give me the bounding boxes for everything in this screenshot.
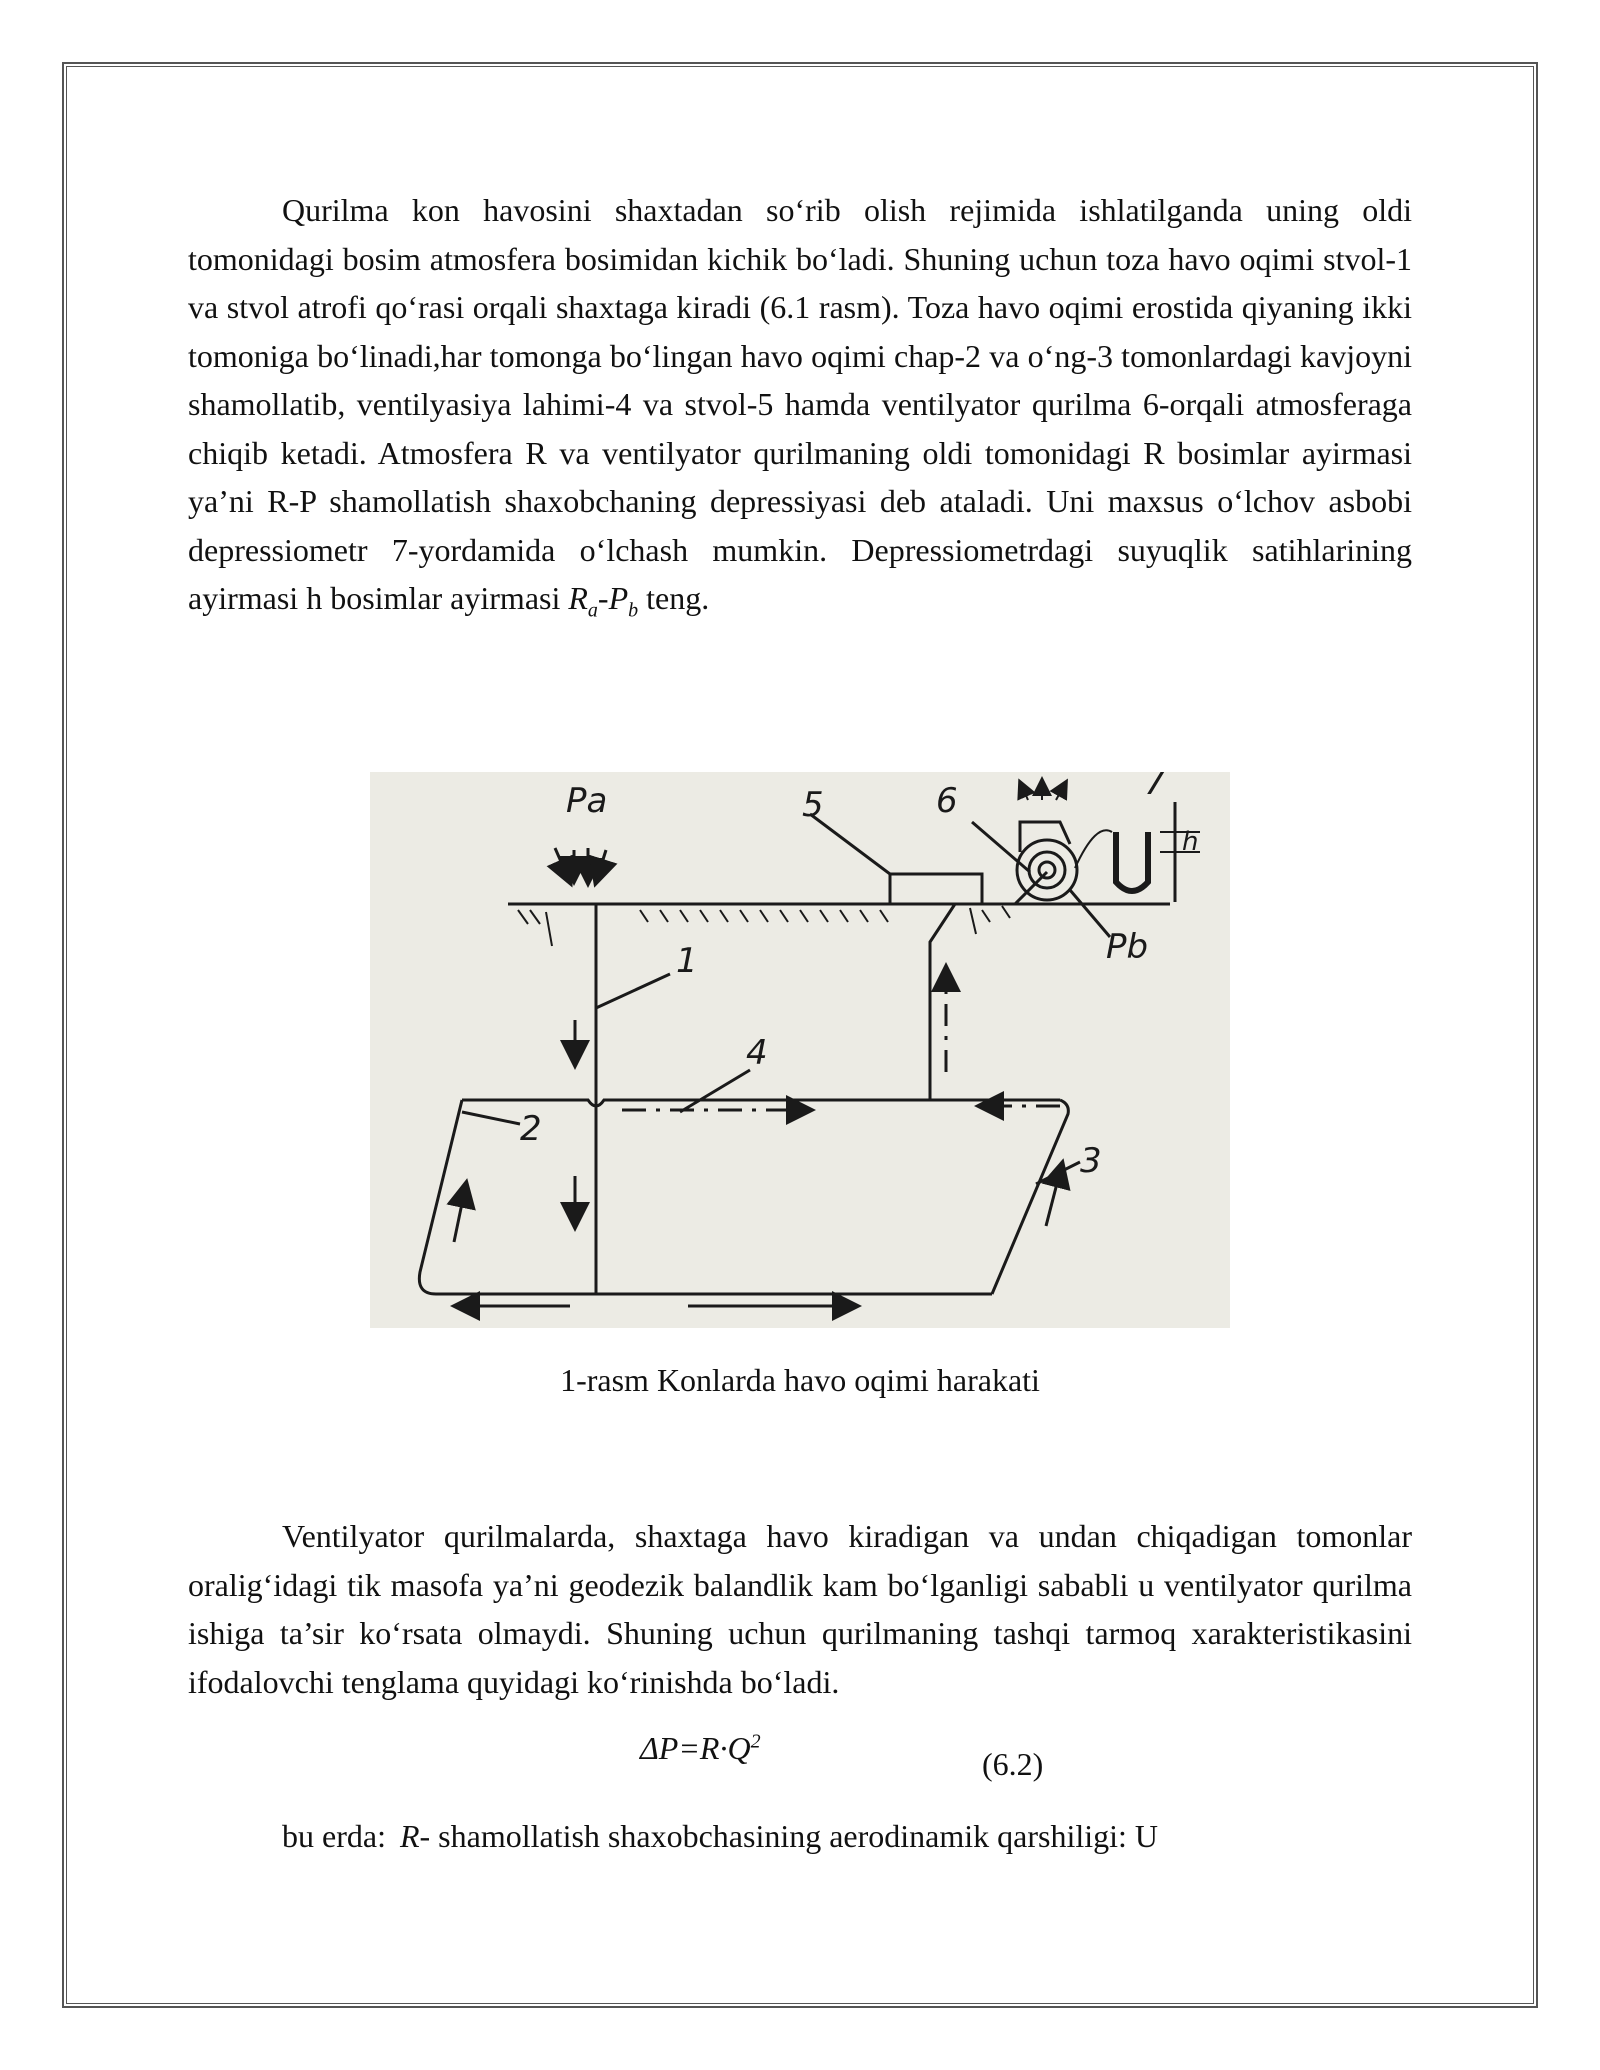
pressure-subscript-a: a: [587, 599, 598, 622]
formula-exponent: 2: [750, 1730, 761, 1753]
where-text: - shamollatish shaxobchasining aerodinamik qarshiligi: U: [419, 1818, 1159, 1854]
label-4: 4: [746, 1033, 768, 1073]
mine-ventilation-figure: [370, 772, 1230, 1328]
label-6: 6: [936, 781, 958, 821]
label-1: 1: [676, 941, 698, 981]
where-symbol: R: [399, 1818, 420, 1854]
label-3: 3: [1080, 1141, 1102, 1181]
paragraph-2: Ventilyator qurilmalarda, shaxtaga havo kiradigan va undan chiqadigan tomonlar oralig‘idagi tik masofa ya’ni geodezik balandlik kam bo‘lganligi sababli u ventilyator qurilma ishiga ta’sir ko‘rsata olmaydi. Shuning uchun qurilmaning tashqi tarmoq xarakteristikasini ifodalovchi tenglama quyidagi ko‘rinishda bo‘ladi.: [188, 1518, 1412, 1700]
paragraph-1-text: Qurilma kon havosini shaxtadan so‘rib olish rejimida ishlatilganda uning oldi tomonidagi bosim atmosfera bosimidan kichik bo‘ladi. Shuning uchun toza havo oqimi stvol-1 va stvol atrofi qo‘rasi orqali shaxtaga kiradi (6.1 rasm). Toza havo oqimi erostida qiyaning ikki tomoniga bo‘linadi,har tomonga bo‘lingan havo oqimi chap-2 va o‘ng-3 tomonlardagi kavjoyni shamollatib, ventilyasiya lahimi-4 va stvol-5 hamda ventilyator qurilma 6-orqali atmosferaga chiqib ketadi. Atmosfera R va ventilyator qurilmaning oldi tomonidagi R bosimlar ayirmasi ya’ni R-P shamollatish shaxobchaning depressiyasi deb ataladi. Uni maxsus o‘lchov asbobi depressiometr 7-yordamida o‘lchash mumkin. Depressiometrdagi suyuqlik satihlarining ayirmasi h bosimlar ayirmasi: [188, 192, 1412, 616]
face-2-and-bottom-drift: [419, 1100, 992, 1294]
paragraph-1: [188, 186, 1412, 635]
label-2: 2: [520, 1109, 542, 1149]
formula-text: ΔP=R·Q: [640, 1730, 751, 1766]
where-line: [282, 1818, 1158, 1855]
paragraph-1-ending: teng.: [638, 580, 710, 616]
label-h: h: [1182, 827, 1199, 857]
pressure-symbol-p: P: [608, 580, 629, 616]
figure-caption: 1-rasm Konlarda havo oqimi harakati: [560, 1362, 1040, 1398]
face-3: [992, 1100, 1068, 1294]
pressure-subscript-b: b: [628, 599, 639, 622]
where-prefix: bu erda:: [282, 1818, 386, 1854]
label-7: 7: [1144, 772, 1166, 803]
pressure-symbol-r: R: [568, 580, 588, 616]
upcast-shaft-5: [930, 904, 955, 1100]
minus-sign: -: [597, 580, 609, 616]
label-pa: Pa: [566, 781, 608, 821]
ventilation-diagram: [370, 772, 1230, 1328]
ventilation-drift-4: [462, 1100, 1060, 1106]
label-5: 5: [802, 785, 824, 825]
shaft-building: [890, 874, 982, 904]
equation-number: (6.2): [982, 1746, 1044, 1782]
formula: [640, 1730, 761, 1767]
label-pb: Pb: [1106, 927, 1149, 967]
depressiometer-7: [1116, 832, 1148, 891]
